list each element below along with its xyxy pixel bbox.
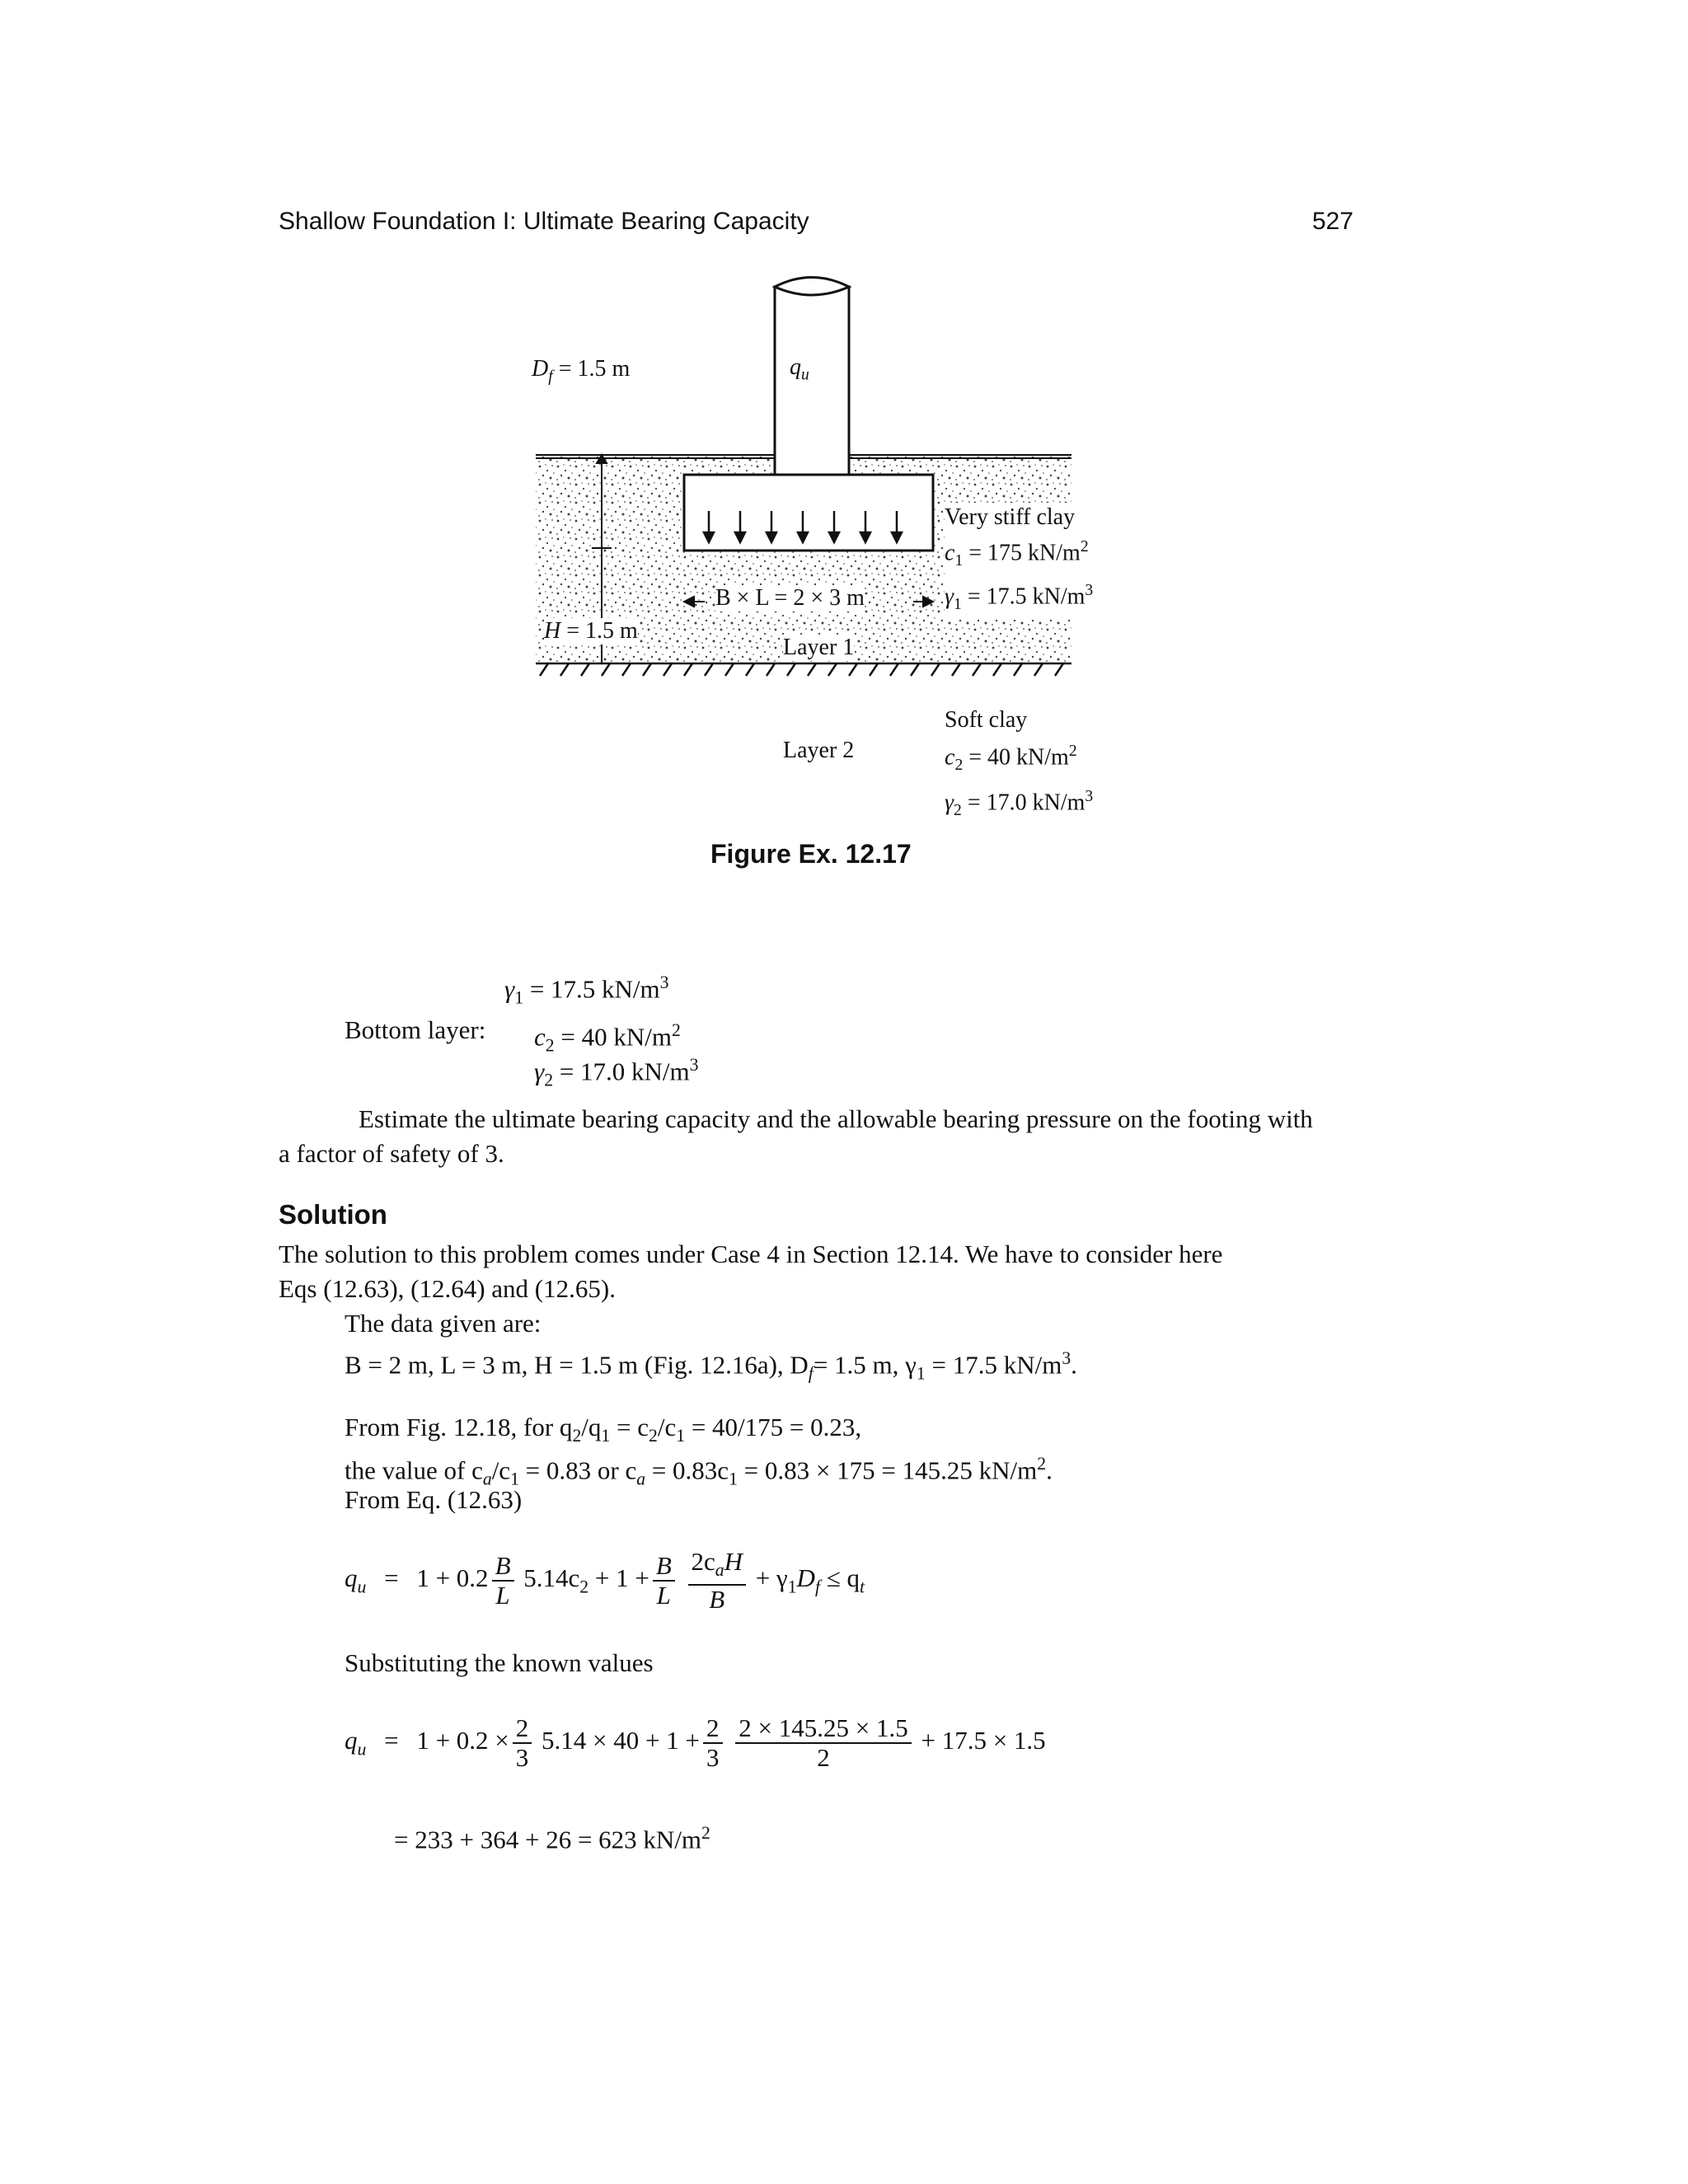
- data-line: B = 2 m, L = 3 m, H = 1.5 m (Fig. 12.16a), $D_f= 1.5$ m, $\gamma_1 = 17.5$ $kN/m^3$.: [345, 1348, 1077, 1384]
- from-eq-line: From Eq. (12.63): [345, 1485, 523, 1514]
- substituting-line: Substituting the known values: [345, 1648, 654, 1677]
- fig-ref-line: From Fig. 12.18, for $q_2/q_1 = c_2/c_1 = 40/175 = 0.23$,: [345, 1413, 862, 1446]
- bottom-soil-name: Soft clay: [945, 707, 1028, 733]
- layer2-label: Layer 2: [783, 738, 855, 763]
- problem-statement-2: a factor of safety of 3.: [279, 1139, 504, 1168]
- solution-heading: Solution: [279, 1199, 387, 1230]
- column: [775, 287, 849, 475]
- h-label: H = 1.5 m: [544, 618, 638, 644]
- g2-label: $\gamma_2 = 17.0$ $kN/m^3$: [945, 787, 1094, 819]
- substituted-equation: $q_u = 1 + 0.2$ × $\frac{2}{3}$ 5.14 × 40 + 1 + $\frac{2}{3}$ $\frac{2 \times 145.25 \times 1.5}{2}$ + 17.5 × 1.5: [345, 1713, 1046, 1772]
- data-intro: The data given are:: [345, 1309, 542, 1338]
- page-number: 527: [1312, 208, 1354, 235]
- given-gamma1: $\gamma_1 = 17.5$ $kN/m^3$: [504, 972, 669, 1008]
- equation-12-63: $q_u = 1 + 0.2$ $\frac{B}{L}$ $5.14c_2 + 1$ + $\frac{B}{L}$ $\frac{2c_aH}{B}$ + $\gamma_1D_f \le q_t$: [345, 1547, 865, 1615]
- problem-statement: Estimate the ultimate bearing capacity and the allowable bearing pressure on the footing with: [359, 1104, 1313, 1133]
- c1-label: $c_1 = 175$ $kN/m^2$: [945, 538, 1089, 569]
- layer-boundary: [536, 663, 1071, 676]
- footing-dims-label: B × L = 2 × 3 m: [715, 585, 865, 611]
- df-label: $D_f = 1.5$ m: [532, 356, 631, 386]
- ca-value-line: the value of $c_a/c_1 = 0.83$ or $c_a = 0.83c_1 = 0.83 \times 175 = 145.25$ $kN/m^2$.: [345, 1454, 1053, 1489]
- top-soil-name: Very stiff clay: [945, 504, 1076, 530]
- layer1-label: Layer 1: [783, 635, 855, 660]
- figure-caption: Figure Ex. 12.17: [710, 839, 912, 869]
- bottom-layer-label: Bottom layer:: [345, 1015, 486, 1044]
- given-c2: $c_2 = 40$ $kN/m^2$: [534, 1020, 681, 1056]
- result-line: = 233 + 364 + 26 = 623 $kN/m^2$: [394, 1823, 710, 1854]
- g1-label: $\gamma_1 = 17.5$ $kN/m^3$: [945, 581, 1094, 613]
- running-title: Shallow Foundation I: Ultimate Bearing Capacity: [279, 208, 809, 235]
- bottom-layer-properties: [945, 705, 1093, 827]
- solution-p1-line1: The solution to this problem comes under Case 4 in Section 12.14. We have to consider here: [279, 1240, 1223, 1268]
- solution-p1-line2: Eqs (12.63), (12.64) and (12.65).: [279, 1274, 616, 1303]
- given-gamma2: $\gamma_2 = 17.0$ $kN/m^3$: [534, 1055, 699, 1090]
- top-layer-properties: [945, 503, 1093, 620]
- c2-label: $c_2 = 40$ $kN/m^2$: [945, 743, 1077, 774]
- qu-label: $q_u$: [790, 354, 809, 384]
